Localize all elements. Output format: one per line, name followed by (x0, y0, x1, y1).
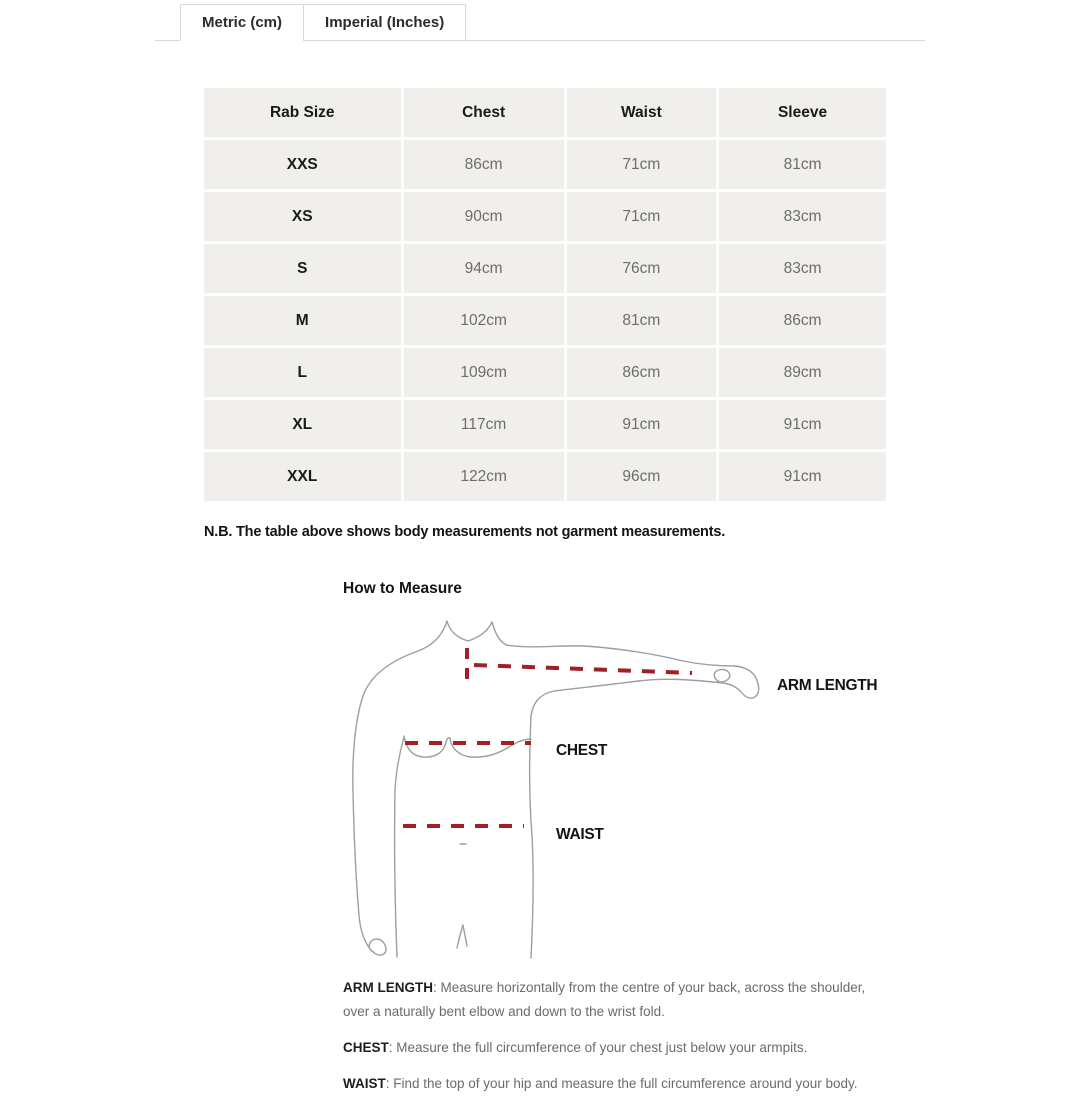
chest-value: 90cm (404, 192, 564, 241)
arm-length-instruction-label: ARM LENGTH (343, 980, 433, 995)
table-row (204, 452, 886, 501)
tab-metric[interactable]: Metric (cm) (180, 4, 304, 41)
body-outline (404, 736, 531, 757)
waist-instruction-text: : Find the top of your hip and measure the full circumference around your body. (385, 1076, 858, 1091)
sleeve-value: 89cm (719, 348, 886, 397)
col-header-waist: Waist (567, 88, 716, 137)
size-label: XS (204, 192, 401, 241)
col-header-chest: Chest (404, 88, 564, 137)
sleeve-value: 83cm (719, 244, 886, 293)
size-label: L (204, 348, 401, 397)
sleeve-value: 83cm (719, 192, 886, 241)
waist-value: 91cm (567, 400, 716, 449)
size-label: XXL (204, 452, 401, 501)
body-outline (353, 621, 492, 955)
waist-value: 76cm (567, 244, 716, 293)
chest-value: 109cm (404, 348, 564, 397)
body-outline (714, 670, 730, 682)
col-header-rab-size: Rab Size (204, 88, 401, 137)
arm-length-instruction (343, 976, 893, 1024)
waist-value: 86cm (567, 348, 716, 397)
waist-value: 71cm (567, 192, 716, 241)
waist-instruction-label: WAIST (343, 1076, 386, 1091)
arm-length-diagram-label: ARM LENGTH (777, 677, 878, 694)
chest-value: 122cm (404, 452, 564, 501)
table-row (204, 296, 886, 345)
measurement-instructions (343, 976, 893, 1108)
waist-diagram-label: WAIST (556, 826, 604, 843)
sleeve-value: 86cm (719, 296, 886, 345)
size-label: M (204, 296, 401, 345)
body-outline (457, 925, 467, 948)
chest-diagram-label: CHEST (556, 742, 608, 759)
table-row (204, 244, 886, 293)
chest-instruction-text: : Measure the full circumference of your chest just below your armpits. (388, 1040, 808, 1055)
how-to-measure-title: How to Measure (343, 580, 462, 597)
unit-tabbar (155, 4, 925, 41)
col-header-sleeve: Sleeve (719, 88, 886, 137)
table-row (204, 192, 886, 241)
sleeve-value: 81cm (719, 140, 886, 189)
body-outline-figure (340, 608, 880, 968)
size-label: S (204, 244, 401, 293)
body-measurements-note: N.B. The table above shows body measurements not garment measurements. (204, 524, 726, 540)
chest-value: 117cm (404, 400, 564, 449)
waist-value: 96cm (567, 452, 716, 501)
waist-instruction (343, 1072, 893, 1096)
chest-instruction-label: CHEST (343, 1040, 389, 1055)
arm-length-instruction-text: : Measure horizontally from the centre of your back, across the shoulder, over a naturally bent elbow and down to the wrist fold. (343, 980, 866, 1019)
size-table-header-row (204, 88, 886, 137)
sleeve-value: 91cm (719, 452, 886, 501)
chest-instruction (343, 1036, 893, 1060)
sleeve-value: 91cm (719, 400, 886, 449)
arm-length-dash-line (474, 665, 692, 673)
size-label: XL (204, 400, 401, 449)
chest-value: 102cm (404, 296, 564, 345)
waist-value: 81cm (567, 296, 716, 345)
table-row (204, 140, 886, 189)
chest-value: 94cm (404, 244, 564, 293)
measurement-diagram (340, 608, 880, 968)
chest-value: 86cm (404, 140, 564, 189)
body-outline (395, 737, 404, 957)
table-row (204, 400, 886, 449)
size-table (201, 85, 889, 504)
tab-imperial[interactable]: Imperial (Inches) (303, 4, 466, 41)
size-label: XXS (204, 140, 401, 189)
waist-value: 71cm (567, 140, 716, 189)
table-row (204, 348, 886, 397)
